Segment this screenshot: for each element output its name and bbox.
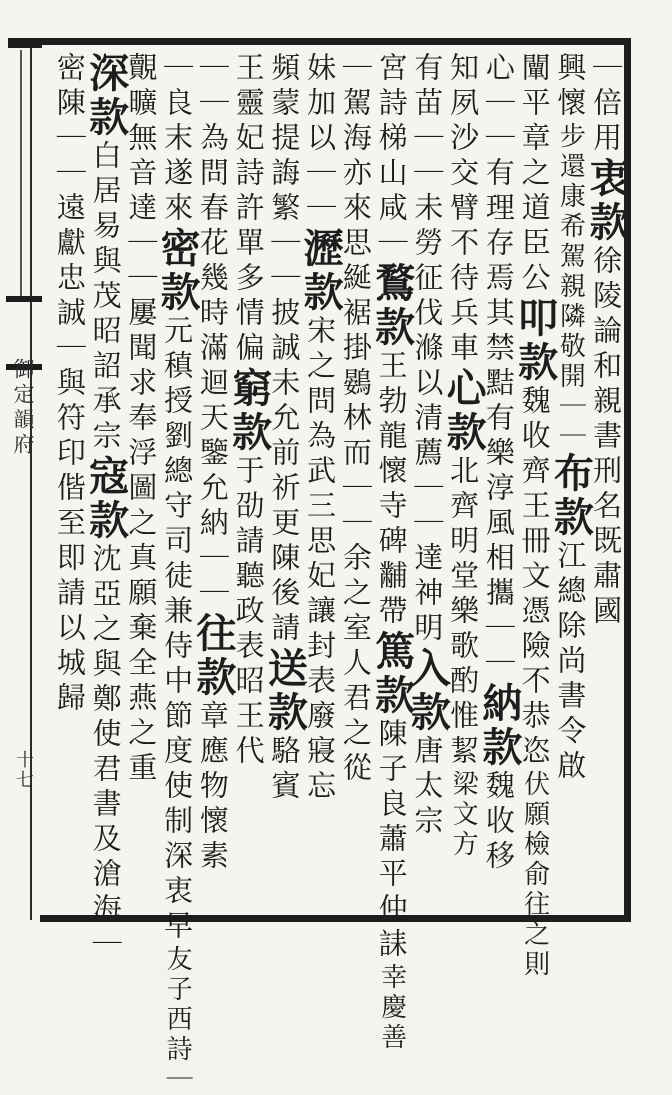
frame-top-rule [40, 38, 630, 45]
text-segment: ｜駕海亦來思 [338, 52, 373, 262]
headword: 衷款 [583, 157, 631, 245]
text-segment: 步還康希駕親隣敬開｜｜ [555, 122, 586, 452]
text-segment: 沈亞之與鄭使君書及滄海｜ [88, 543, 123, 963]
headword: 送款 [261, 647, 309, 735]
headword: 篤款 [368, 630, 416, 718]
text-segment: 王靈妃詩許單多情偏 [231, 52, 266, 367]
text-segment: 于劭請聽政表昭 [231, 455, 266, 700]
fold-page-number: 十七 [13, 750, 34, 790]
text-segment: 達｜｜屢聞求奉浮圖之真願棄全燕之重 [124, 192, 159, 787]
text-segment: 伏願檢俞往之則 [519, 770, 550, 980]
text-segment: 白居易與茂昭詔承宗 [88, 140, 123, 455]
text-segment: 知夙沙交臂不待兵車 [446, 52, 481, 367]
text-segment: 陳子良蕭平仲誄 [374, 718, 409, 963]
text-segment: 梁文方 [448, 770, 479, 860]
headword: 寇款 [82, 455, 130, 543]
text-segment: 心｜｜有理存焉 [481, 52, 516, 297]
text-segment: 綖裾掛鷃林而｜｜ [338, 262, 373, 542]
text-segment: ｜｜為問春花幾時滿 [195, 52, 230, 367]
text-segment: 王勃龍懷寺碑黼帶 [374, 350, 409, 630]
headword: 往款 [189, 612, 237, 700]
text-segment: 唐太宗 [410, 735, 445, 840]
text-segment: 有苗｜｜未勞征伐 [410, 52, 445, 332]
headword: 入款 [404, 647, 452, 735]
headword: 納款 [475, 682, 523, 770]
text-segment: 余之室人君之從 [338, 542, 373, 787]
text-segment: 滌以清薦｜｜達神明 [410, 332, 445, 647]
text-segment: 江總除尚書令啟 [553, 540, 588, 785]
text-segment: 興懷 [553, 52, 588, 122]
text-segment: 元稹授劉總守司徒兼侍中節度使制深衷早 [160, 315, 195, 945]
text-segment: 覿曠無音 [124, 52, 159, 192]
headword: 叩款 [511, 297, 559, 385]
text-segment: 魏收移 [481, 770, 516, 875]
text-segment: 宮詩梯山咸｜ [374, 52, 409, 262]
text-segment: 密陳｜｜遠獻忠誠 [52, 52, 87, 332]
fold-column [0, 38, 44, 922]
text-segment: 北齊明堂樂歌酌惟絜 [446, 455, 481, 770]
text-segment: ｜倍用 [589, 52, 624, 157]
headword: 密款 [154, 227, 202, 315]
text-segment: 宋之問為武三思妃讓封表廢寢忘 [303, 315, 338, 805]
headword: 瀝款 [297, 227, 345, 315]
headword: 窮款 [225, 367, 273, 455]
headword: 心款 [440, 367, 488, 455]
text-segment: ｜與符印偕至即請以城歸 [52, 332, 87, 717]
headword: 深款 [82, 52, 130, 140]
fold-black-mouth [8, 38, 42, 48]
text-segment: 友子西詩｜ [162, 945, 193, 1095]
text-segment: 迴天鑒允納｜｜ [195, 367, 230, 612]
text-segment: 繁｜｜披誠未允前祈更陳後請 [267, 192, 302, 647]
text-segment: 徐陵論和親書刑名既肅國 [589, 245, 624, 630]
text-segment: 幸慶善 [376, 963, 407, 1053]
text-body [52, 52, 631, 1095]
text-segment: 章應物懷素 [195, 700, 230, 875]
text-column [48, 52, 92, 912]
fold-center-line [20, 50, 22, 298]
text-segment: 妹加以｜｜ [303, 52, 338, 227]
headword: 鶩款 [368, 262, 416, 350]
text-segment: 駱賓 [267, 735, 302, 805]
text-segment: 闡平章之道臣公 [517, 52, 552, 297]
text-segment: 王代 [231, 700, 266, 770]
text-segment: 魏收齊王冊文憑險不恭恣 [517, 385, 552, 770]
fold-title: 御定韻府 [11, 358, 35, 458]
text-segment: 其禁黠有樂淳風相攜｜｜ [481, 297, 516, 682]
text-segment: 頻蒙提誨 [267, 52, 302, 192]
headword: 布款 [547, 452, 595, 540]
text-segment: ｜良末遂來 [160, 52, 195, 227]
